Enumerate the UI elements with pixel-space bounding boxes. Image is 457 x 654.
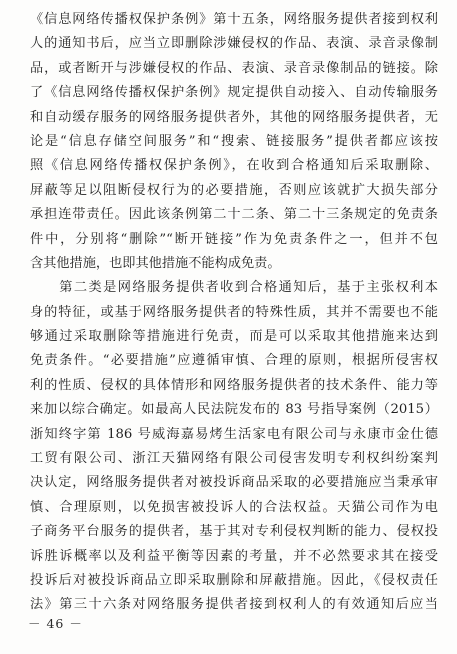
text-line: 人的通知书后，应当立即删除涉嫌侵权的作品、表演、录音录像制 (30, 36, 438, 52)
text-line: 含其他措施，也即其他措施不能构成免责。 (30, 255, 281, 271)
text-line: 第二类是网络服务提供者收到合格通知后，基于主张权利本 (30, 280, 438, 296)
text-line: 浙知终字第 186 号威海嘉易烤生活家电有限公司与永康市金仕德 (30, 426, 438, 442)
text-line: 来加以综合确定。如最高人民法院发布的 83 号指导案例（2015） (30, 402, 438, 418)
text-line: 承担连带责任。因此该条例第二十二条、第二十三条规定的免责条 (30, 207, 438, 223)
text-line: 决认定，网络服务提供者对被投诉商品采取的必要措施应当秉承审 (30, 475, 438, 491)
text-line: 利的性质、侵权的具体情形和网络服务提供者的技术条件、能力等 (30, 377, 438, 393)
text-line: 法》第三十六条对网络服务提供者接到权利人的有效通知后应当 (30, 597, 438, 613)
text-line: 了《信息网络传播权保护条例》规定提供自动接入、自动传输服务 (30, 85, 438, 101)
text-line: 子商务平台服务的提供者，基于其对专利侵权判断的能力、侵权投 (30, 524, 438, 540)
text-line: 屏蔽等足以阻断侵权行为的必要措施，否则应该就扩大损失部分 (30, 182, 438, 198)
text-line: 投诉后对被投诉商品立即采取删除和屏蔽措施。因此，《侵权责任 (30, 572, 438, 588)
text-line: 免责条件。“必要措施”应遵循审慎、合理的原则，根据所侵害权 (30, 353, 438, 369)
text-line: 身的特征，或基于网络服务提供者的特殊性质，其并不需要也不能 (30, 304, 438, 320)
text-line: 照《信息网络传播权保护条例》，在收到合格通知后采取删除、 (30, 158, 438, 174)
text-line: 品，或者断开与涉嫌侵权的作品、表演、录音录像制品的链接。除 (30, 60, 438, 76)
body-text (30, 8, 438, 618)
text-line: 和自动缓存服务的网络服务提供者外，其他的网络服务提供者，无 (30, 109, 438, 125)
text-line: 够通过采取删除等措施进行免责，而是可以采取其他措施来达到 (30, 329, 438, 345)
text-line: 件中，分别将“删除”“断开链接”作为免责条件之一，但并不包 (30, 231, 438, 247)
text-line: 慎、合理原则，以免损害被投诉人的合法权益。天猫公司作为电 (30, 499, 438, 515)
text-line: 《信息网络传播权保护条例》第十五条，网络服务提供者接到权利 (30, 12, 438, 27)
page-number: － 46 － (28, 616, 83, 631)
text-line: 工贸有限公司、浙江天猫网络有限公司侵害发明专利权纠纷案判 (30, 451, 438, 467)
text-line: 诉胜诉概率以及利益平衡等因素的考量，并不必然要求其在接受 (30, 548, 438, 564)
text-line: 论是“信息存储空间服务”和“搜索、链接服务”提供者都应该按 (30, 133, 438, 149)
